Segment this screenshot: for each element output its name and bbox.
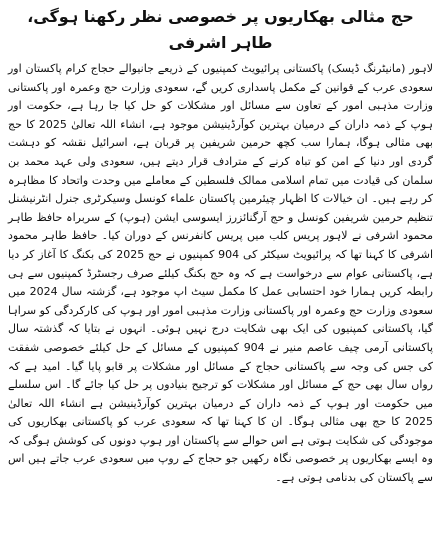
article-body	[8, 60, 433, 488]
article-paragraph: لاہور (مانیٹرنگ ڈیسک) پاکستانی پرائیویٹ کمپنیوں کے ذریعے جانیوالے حجاج کرام پاکستان اور سعودی عرب کے قوانین کے مکمل پاسداری کریں گے، سعودی وزارت حج وعمرہ اور پاکستانی وزارت مذہبی امور کے تعاون سے مسائل اور مشکلات کو حل کیا جا رہا ہے، حکومت اور ہوپ کے ذمہ داران کے درمیان بہترین کوآرڈینیشن موجود ہے، انشاء اللہ تعالیٰ 2025 کا حج بھی مثالی ہوگا، ہمارا سب کچھ حرمین شریفین پر قربان ہے، اسرائیل نقشہ کو دہشت گردی اور دنیا کے امن کو تباہ کرنے کے مترادف قرار دیتے ہیں، سعودی ولی عہد محمد بن سلمان کی قیادت میں تمام اسلامی ممالک فلسطین کے معاملے میں وحدت واتحاد کا مظاہرہ کر رہے ہیں۔ ان خیالات کا اظہار چیئرمین پاکستان علماء کونسل وسیکرٹری جنرل انٹرنیشنل تنظیم حرمین شریفین کونسل و حج آرگنائزرز ایسوسی ایشن (ہوپ) کے سربراہ حافظ طاہر محمود اشرفی نے لاہور پریس کلب میں پریس کانفرنس کے دوران کیا۔ حافظ طاہر محمود اشرفی کا کہنا تھا کہ پرائیویٹ سیکٹر کی 904 کمپنیوں نے حج 2025 کی بکنگ کا آغاز کر دیا ہے، پاکستانی عوام سے درخواست ہے کہ وہ حج بکنگ کیلئے صرف رجسٹرڈ کمپنیوں سے ہی رابطہ کریں ہمارا خود احتسابی عمل کا مکمل سیٹ اپ موجود ہے، گزشتہ سال 2024 میں سعودی وزارت حج وعمرہ اور پاکستانی وزارت مذہبی امور اور ہوپ کی کارکردگی کو سراہا گیا، پاکستانی کمپنیوں کی ایک بھی شکایت درج نہیں ہوئی۔ انہوں نے بتایا کہ گذشتہ سال پاکستانی آرمی چیف عاصم منیر نے 904 کمپنیوں کے مسائل کے حل کیلئے خصوصی شفقت کی جس کی وجہ سے پاکستانی حجاج کے مسائل اور مشکلات پر قابو پایا گیا۔ امید ہے کہ رواں سال بھی حج کے مسائل اور مشکلات کو ترجیح بنیادوں پر حل کیا جائے گا۔ اس سلسلے میں حکومت اور ہوپ کے ذمہ داران کے درمیان بہترین کوآرڈینیشن ہے انشاء اللہ تعالیٰ 2025 کا حج بھی مثالی ہوگا۔ ان کا کہنا تھا کہ سعودی عرب کو پاکستانی بھکاریوں کی موجودگی کی شکایت ہوتی ہے اس حوالے سے پاکستان اور ہوپ دونوں کی کوشش ہوگی کہ وہ ایسے بھکاریوں پر خصوصی نگاہ رکھیں جو حجاج کے روپ میں سعودی عرب جاتے ہیں اس سے پاکستان کی بدنامی ہوتی ہے۔	[8, 62, 434, 485]
article-headline: حج مثالی بھکاریوں پر خصوصی نظر رکھنا ہوگی، طاہر اشرفی	[27, 7, 414, 52]
